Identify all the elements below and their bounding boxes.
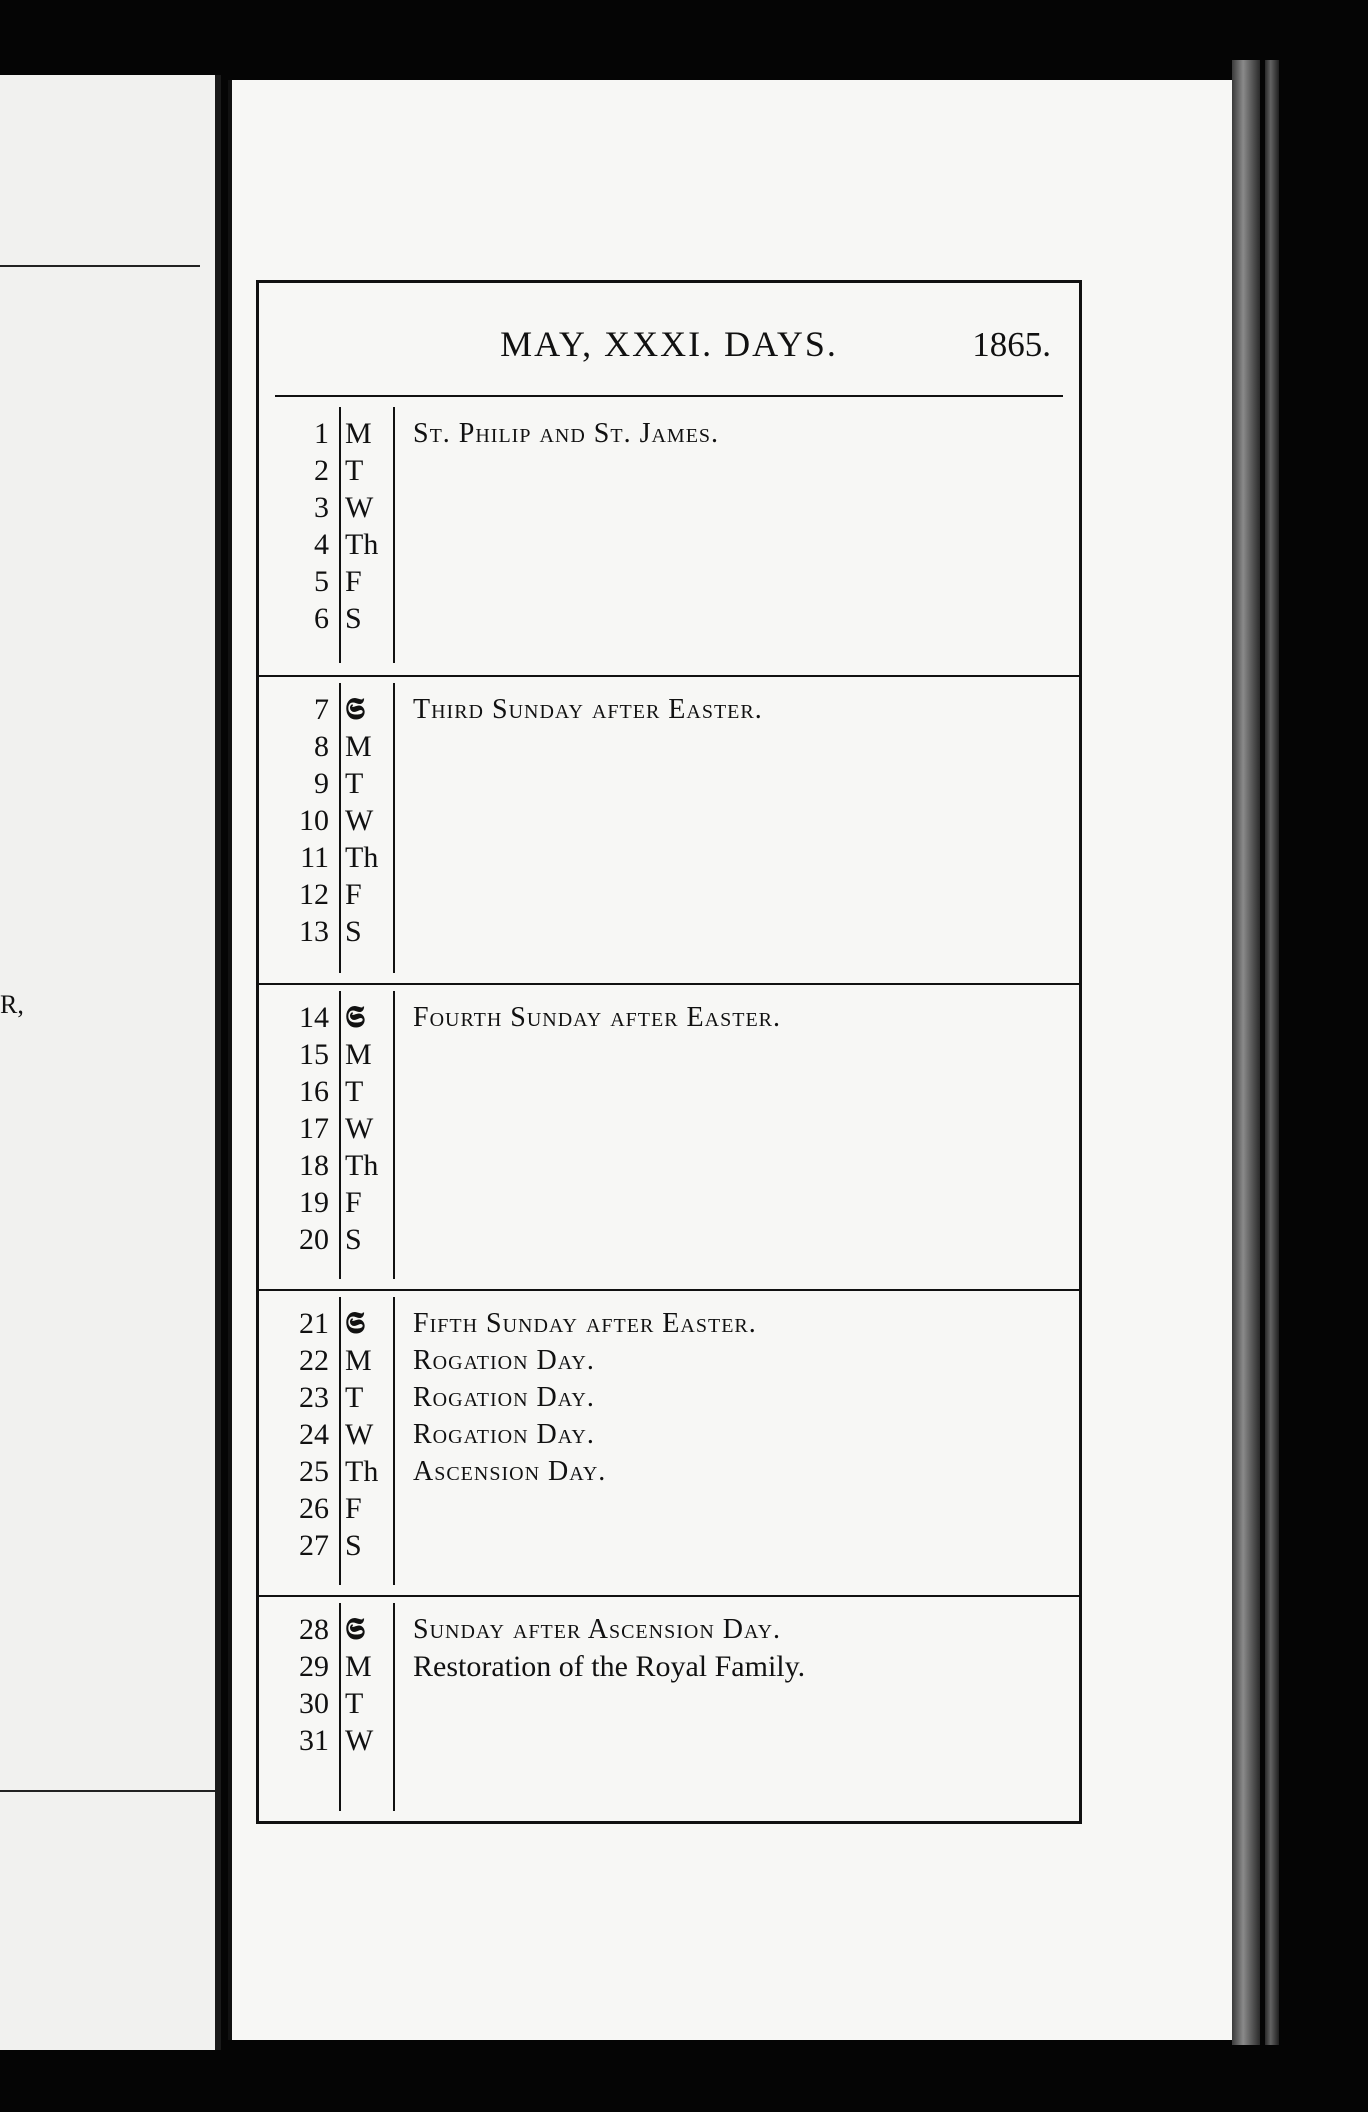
page-edges-back <box>1265 60 1279 2045</box>
weekday-letter: W <box>345 1112 374 1145</box>
day-number: 20 <box>299 1223 329 1256</box>
left-page-rule-top <box>0 265 200 267</box>
day-number: 3 <box>314 491 329 524</box>
weekday-letter: S <box>345 1223 362 1256</box>
page-title: MAY, XXXI. DAYS. <box>500 324 838 364</box>
day-number: 23 <box>299 1381 329 1414</box>
day-number: 17 <box>299 1112 329 1145</box>
weekday-letter: Th <box>345 528 379 561</box>
weekday-letter: Th <box>345 841 379 874</box>
weekday-letter: T <box>345 1381 364 1414</box>
day-row <box>259 1221 1079 1258</box>
left-page-text-fragment: R, <box>0 990 24 1019</box>
calendar-event: Restoration of the Royal Family. <box>413 1650 806 1683</box>
day-number: 15 <box>299 1038 329 1071</box>
day-number: 9 <box>314 767 329 800</box>
calendar-event: St. Philip and St. James. <box>413 418 720 449</box>
day-row <box>259 839 1079 876</box>
weekday-letter: F <box>345 1186 362 1219</box>
day-row <box>259 1147 1079 1184</box>
weekday-letter: S <box>345 1529 362 1562</box>
day-number: 11 <box>300 841 329 874</box>
week-block <box>259 675 1079 985</box>
weekday-letter: M <box>345 417 372 450</box>
weekday-letter: W <box>345 1418 374 1451</box>
almanac-page <box>228 80 1234 2040</box>
day-number: 13 <box>299 915 329 948</box>
day-number: 14 <box>299 1001 329 1034</box>
day-number: 26 <box>299 1492 329 1525</box>
weekday-letter: W <box>345 804 374 837</box>
day-row <box>259 1416 1079 1453</box>
calendar-event: Ascension Day. <box>413 1456 607 1487</box>
day-number: 19 <box>299 1186 329 1219</box>
weekday-letter: M <box>345 1038 372 1071</box>
calendar-event: Rogation Day. <box>413 1345 595 1376</box>
day-number: 31 <box>299 1724 329 1757</box>
day-row <box>259 563 1079 600</box>
weekday-letter: S <box>345 602 362 635</box>
weekday-letter: T <box>345 1075 364 1108</box>
day-number: 18 <box>299 1149 329 1182</box>
day-row <box>259 1110 1079 1147</box>
day-row <box>259 1036 1079 1073</box>
day-number: 1 <box>314 417 329 450</box>
day-number: 25 <box>299 1455 329 1488</box>
sunday-letter: 𝕾 <box>345 1000 365 1035</box>
day-number: 7 <box>314 693 329 726</box>
day-number: 27 <box>299 1529 329 1562</box>
day-number: 10 <box>299 804 329 837</box>
day-row <box>259 600 1079 637</box>
day-row <box>259 1722 1079 1759</box>
page-year: 1865. <box>972 325 1051 364</box>
weekday-letter: M <box>345 730 372 763</box>
sunday-letter: 𝕾 <box>345 1612 365 1647</box>
calendar-frame <box>256 280 1082 1824</box>
weekday-letter: F <box>345 565 362 598</box>
day-row <box>259 1453 1079 1490</box>
day-number: 12 <box>299 878 329 911</box>
day-row <box>259 1073 1079 1110</box>
sunday-letter: 𝕾 <box>345 692 365 727</box>
weekday-letter: F <box>345 878 362 911</box>
day-number: 4 <box>314 528 329 561</box>
day-row <box>259 1490 1079 1527</box>
day-number: 16 <box>299 1075 329 1108</box>
weekday-letter: T <box>345 454 364 487</box>
calendar-event: Rogation Day. <box>413 1382 595 1413</box>
weekday-letter: S <box>345 915 362 948</box>
day-row <box>259 913 1079 950</box>
week-block <box>259 401 1079 675</box>
calendar-event: Rogation Day. <box>413 1419 595 1450</box>
sunday-letter: 𝕾 <box>345 1306 365 1341</box>
weekday-letter: M <box>345 1344 372 1377</box>
day-row <box>259 876 1079 913</box>
day-row <box>259 1685 1079 1722</box>
day-row <box>259 728 1079 765</box>
week-block <box>259 983 1079 1291</box>
weekday-letter: F <box>345 1492 362 1525</box>
day-number: 29 <box>299 1650 329 1683</box>
calendar-event: Sunday after Ascension Day. <box>413 1614 782 1645</box>
week-block <box>259 1289 1079 1597</box>
calendar-event: Third Sunday after Easter. <box>413 694 763 725</box>
calendar-event: Fourth Sunday after Easter. <box>413 1002 781 1033</box>
day-row <box>259 802 1079 839</box>
day-number: 28 <box>299 1613 329 1646</box>
left-page-fragment <box>0 75 221 2050</box>
day-row <box>259 1379 1079 1416</box>
week-block <box>259 1595 1079 1823</box>
day-number: 21 <box>299 1307 329 1340</box>
weekday-letter: W <box>345 491 374 524</box>
weekday-letter: T <box>345 1687 364 1720</box>
header-rule <box>275 395 1063 397</box>
day-row <box>259 526 1079 563</box>
weekday-letter: Th <box>345 1455 379 1488</box>
weekday-letter: M <box>345 1650 372 1683</box>
day-number: 6 <box>314 602 329 635</box>
weekday-letter: Th <box>345 1149 379 1182</box>
weekday-letter: W <box>345 1724 374 1757</box>
day-row <box>259 1342 1079 1379</box>
day-row <box>259 489 1079 526</box>
day-row <box>259 452 1079 489</box>
day-number: 22 <box>299 1344 329 1377</box>
day-number: 8 <box>314 730 329 763</box>
day-number: 30 <box>299 1687 329 1720</box>
calendar-event: Fifth Sunday after Easter. <box>413 1308 757 1339</box>
day-number: 5 <box>314 565 329 598</box>
day-row <box>259 1184 1079 1221</box>
left-page-rule-bottom <box>0 1790 215 1792</box>
day-row <box>259 765 1079 802</box>
day-number: 24 <box>299 1418 329 1451</box>
weekday-letter: T <box>345 767 364 800</box>
day-row <box>259 1527 1079 1564</box>
day-number: 2 <box>314 454 329 487</box>
page-edges <box>1232 60 1260 2045</box>
